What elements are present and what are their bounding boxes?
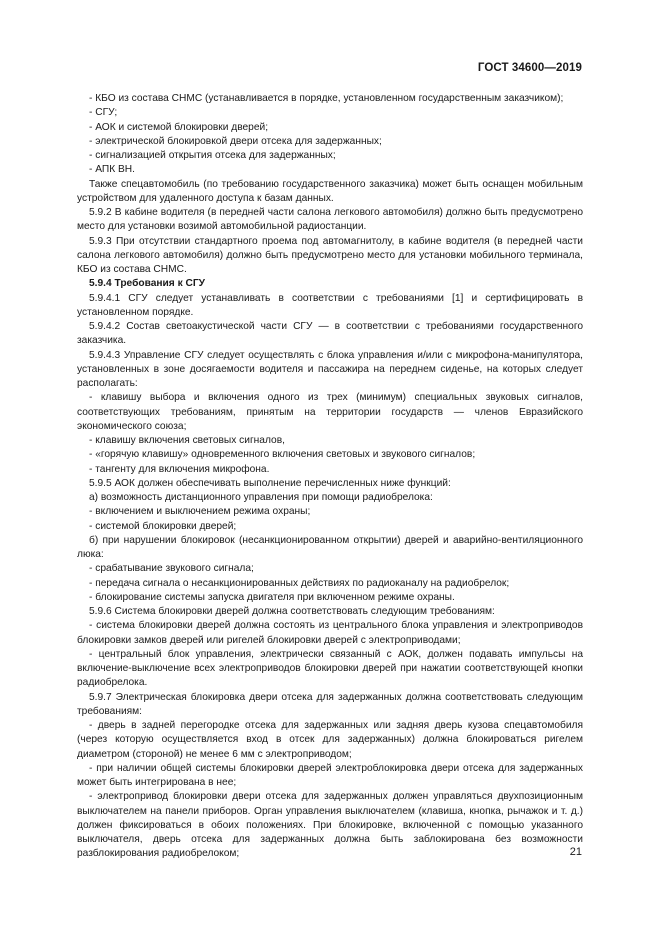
paragraph: - «горячую клавишу» одновременного включения световых и звукового сигналов; xyxy=(89,449,476,461)
paragraph: а) возможность дистанционного управления при помощи радиобрелока: xyxy=(89,492,433,503)
paragraph: 5.9.7 Электрическая блокировка двери отсека для задержанных должна соответствовать следующим требованиям: xyxy=(77,691,583,717)
page-number: 21 xyxy=(569,846,582,858)
section-heading: 5.9.4 Требования к СГУ xyxy=(89,278,205,290)
paragraph: - передача сигнала о несанкционированных действиях по радиоканалу на радиобрелок; xyxy=(89,577,510,589)
paragraph: б) при нарушении блокировок (несанкционированном открытии) дверей и аварийно-вентиляционного люка: xyxy=(77,534,583,560)
paragraph: - дверь в задней перегородке отсека для задержанных или задняя дверь кузова спецавтомобиля (через которую осуществляется вход в отсек для задержанных) должна блокироваться ригелем диаметром (стороной) не менее 6 мм с электроприводом; xyxy=(77,720,583,760)
paragraph: - сигнализацией открытия отсека для задержанных; xyxy=(89,150,336,161)
paragraph: - АПК ВН. xyxy=(89,164,135,176)
paragraph: - клавишу включения световых сигналов, xyxy=(89,435,285,446)
paragraph: - системой блокировки дверей; xyxy=(89,520,237,532)
paragraph: 5.9.4.1 СГУ следует устанавливать в соответствии с требованиями [1] и сертифицировать в установленном порядке. xyxy=(77,292,583,318)
paragraph: - тангенту для включения микрофона. xyxy=(89,463,270,475)
paragraph: - электрической блокировкой двери отсека для задержанных; xyxy=(89,135,382,147)
paragraph: - центральный блок управления, электрически связанный с АОК, должен подавать импульсы на включение-выключение всех электроприводов блокировки дверей при нажатии соответствующей кнопки радиобрелока. xyxy=(77,648,583,689)
paragraph: 5.9.5 АОК должен обеспечивать выполнение перечисленных ниже функций: xyxy=(89,477,451,489)
paragraph: 5.9.6 Система блокировки дверей должна соответствовать следующим требованиям: xyxy=(89,606,495,617)
paragraph: 5.9.3 При отсутствии стандартного проема под автомагнитолу, в кабине водителя (в передней части салона легкового автомобиля) должно быть предусмотрено место для установки мобильного терминала, КБО из состава СНМС. xyxy=(77,235,583,275)
paragraph: - КБО из состава СНМС (устанавливается в порядке, установленном государственным заказчиком); xyxy=(89,93,564,104)
paragraph: - система блокировки дверей должна состоять из центрального блока управления и электроприводов блокировки замков дверей или ригелей блокировки дверей с электроприводами; xyxy=(77,620,583,646)
paragraph: - электропривод блокировки двери отсека для задержанных должен управляться двухпозиционным выключателем на панели приборов. Орган управления выключателем (клавиша, кнопка, рычажок и т. д.) должен фиксироваться в обоих положениях. При блокировке, включенной с помощью указанного выключателя, дверь отсека для задержанных должна быть заблокирована без возможности разблокирования радиобрелоком; xyxy=(77,791,583,860)
standard-id: ГОСТ 34600—2019 xyxy=(477,62,582,74)
paragraph: 5.9.2 В кабине водителя (в передней части салона легкового автомобиля) должно быть предусмотрено место для установки возимой автомобильной радиостанции. xyxy=(77,207,583,233)
paragraph: - включением и выключением режима охраны; xyxy=(89,506,311,518)
paragraph: - блокирование системы запуска двигателя при включенном режиме охраны. xyxy=(89,591,455,603)
paragraph: 5.9.4.3 Управление СГУ следует осуществлять с блока управления и/или с микрофона-манипулятора, установленных в зоне досягаемости водителя и пассажира на переднем сиденье, на которых следует располагать: xyxy=(77,349,583,389)
document-body xyxy=(77,92,583,862)
paragraph: Также спецавтомобиль (по требованию государственного заказчика) может быть оснащен мобильным устройством для удаленного доступа к базам данных. xyxy=(77,178,583,204)
paragraph: - при наличии общей системы блокировки дверей электроблокировка двери отсека для задержанных может быть интегрирована в нее; xyxy=(77,762,583,788)
paragraph: - срабатывание звукового сигнала; xyxy=(89,563,254,575)
paragraph: 5.9.4.2 Состав светоакустической части СГУ — в соответствии с требованиями государственного заказчика. xyxy=(77,321,583,347)
paragraph: - СГУ; xyxy=(89,107,118,119)
paragraph: - АОК и системой блокировки дверей; xyxy=(89,121,269,133)
paragraph: - клавишу выбора и включения одного из трех (минимум) специальных звуковых сигналов, соответствующих требованиям, принятым на территории государств — членов Евразийского экономического союза; xyxy=(77,392,583,432)
